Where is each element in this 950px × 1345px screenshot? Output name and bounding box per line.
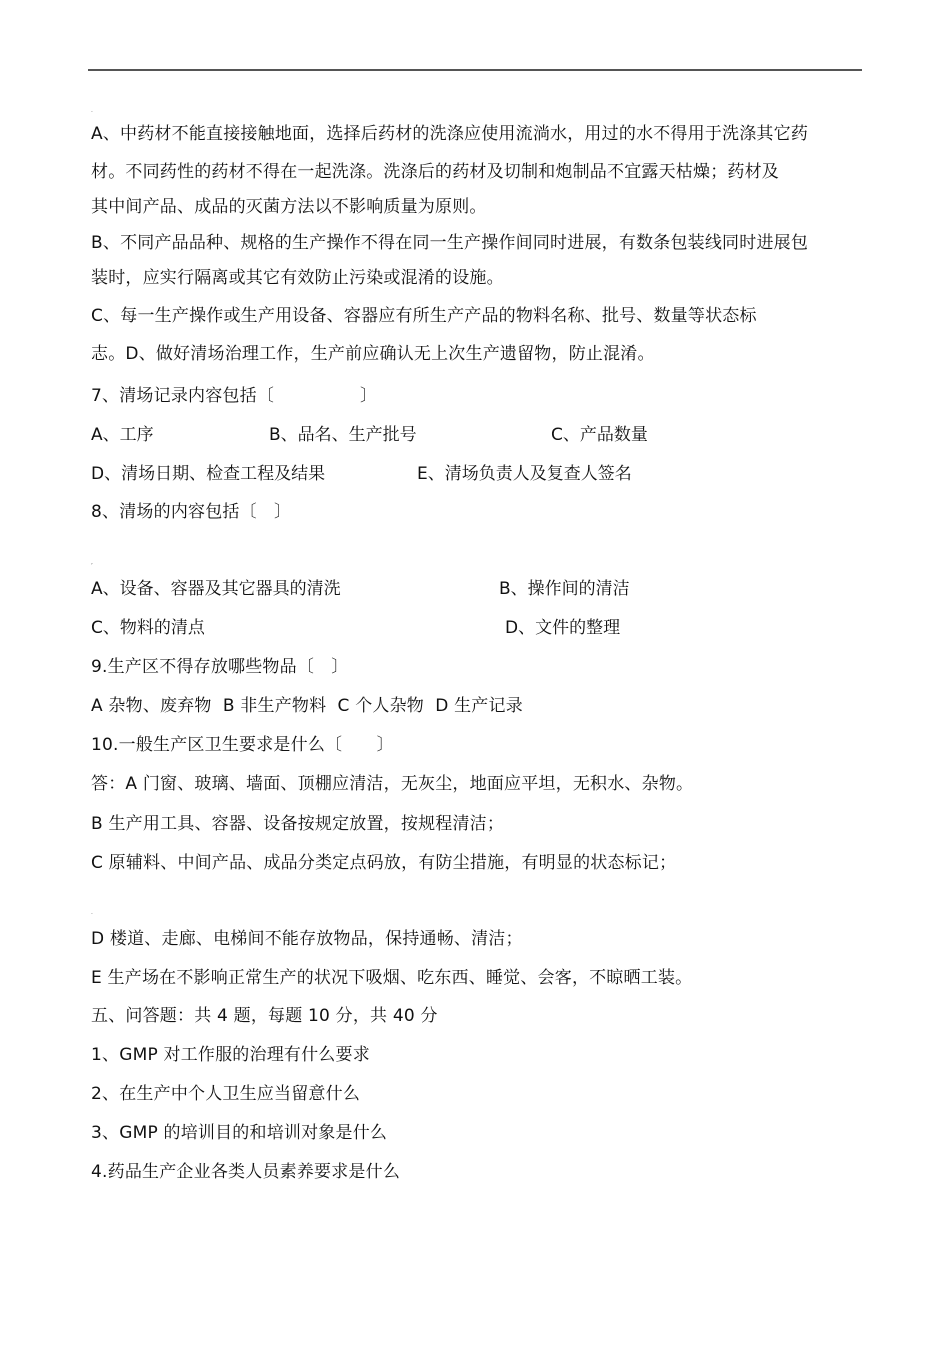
essay-question-4: 4.药品生产企业各类人员素养要求是什么 <box>91 1162 401 1182</box>
q7-option-d: D、清场日期、检查工程及结果 <box>91 464 326 484</box>
text-line-3: 其中间产品、成品的灭菌方法以不影响质量为原则。 <box>91 197 487 217</box>
text-line-4: B、不同产品品种、规格的生产操作不得在同一生产操作间同时进展，有数条包装线同时进展包 <box>91 233 809 253</box>
paragraph-marker: . <box>91 107 93 114</box>
q9-options: A 杂物、废弃物 B 非生产物料 C 个人杂物 D 生产记录 <box>91 696 523 716</box>
essay-question-2: 2、在生产中个人卫生应当留意什么 <box>91 1084 361 1104</box>
question-10: 10.一般生产区卫生要求是什么〔 〕 <box>91 735 394 755</box>
text-line-5: 装时，应实行隔离或其它有效防止污染或混淆的设施。 <box>91 268 504 288</box>
paragraph-marker: , <box>91 559 93 566</box>
q7-option-a: A、工序 <box>91 425 154 445</box>
essay-question-1: 1、GMP 对工作服的治理有什么要求 <box>91 1045 370 1065</box>
q8-option-c: C、物料的清点 <box>91 618 205 638</box>
question-8: 8、清场的内容包括〔 〕 <box>91 502 292 522</box>
answer-d: D 楼道、走廊、电梯间不能存放物品，保持通畅、清洁； <box>91 929 523 949</box>
q8-option-d: D、文件的整理 <box>505 618 621 638</box>
q8-option-a: A、设备、容器及其它器具的清洗 <box>91 579 341 599</box>
text-line-7: 志。D、做好清场治理工作，生产前应确认无上次生产遗留物，防止混淆。 <box>91 344 655 364</box>
text-line-2: 材。不同药性的药材不得在一起洗涤。洗涤后的药材及切制和炮制品不宜露天枯燥；药材及 <box>91 162 779 182</box>
question-9: 9.生产区不得存放哪些物品〔 〕 <box>91 657 349 677</box>
text-line-1: A、中药材不能直接接触地面，选择后药材的洗涤应使用流淌水，用过的水不得用于洗涤其它药 <box>91 124 809 144</box>
q7-option-b: B、品名、生产批号 <box>269 425 417 445</box>
answer-b: B 生产用工具、容器、设备按规定放置，按规程清洁； <box>91 814 505 834</box>
q7-option-c: C、产品数量 <box>551 425 648 445</box>
answer-e: E 生产场在不影响正常生产的状况下吸烟、吃东西、睡觉、会客，不晾晒工装。 <box>91 968 693 988</box>
essay-question-3: 3、GMP 的培训目的和培训对象是什么 <box>91 1123 388 1143</box>
answer-c: C 原辅料、中间产品、成品分类定点码放，有防尘措施，有明显的状态标记； <box>91 853 677 873</box>
question-7: 7、清场记录内容包括〔 〕 <box>91 386 378 406</box>
q8-option-b: B、操作间的清洁 <box>499 579 630 599</box>
q7-option-e: E、清场负责人及复查人签名 <box>417 464 632 484</box>
answer-a: 答：A 门窗、玻璃、墙面、顶棚应清洁，无灰尘，地面应平坦，无积水、杂物。 <box>91 774 694 794</box>
header-rule <box>88 69 862 71</box>
section-heading: 五、问答题：共 4 题，每题 10 分，共 40 分 <box>91 1006 438 1026</box>
paragraph-marker: . <box>91 909 93 916</box>
text-line-6: C、每一生产操作或生产用设备、容器应有所生产产品的物料名称、批号、数量等状态标 <box>91 306 757 326</box>
